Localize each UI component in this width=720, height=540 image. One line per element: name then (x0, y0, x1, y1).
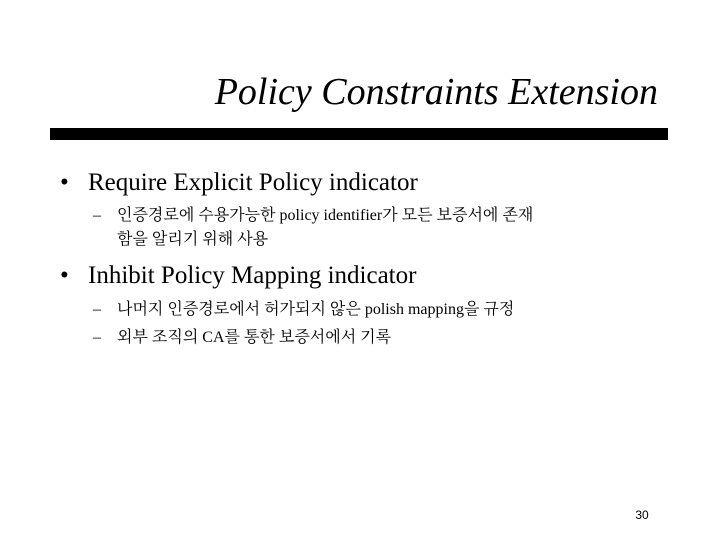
subitem-marker: – (93, 329, 101, 346)
subitem-inhibit-policy-mapping-rule (93, 298, 514, 322)
subitem-text: 나머지 인증경로에서 허가되지 않은 polish mapping을 규정 (117, 301, 515, 318)
bullet-text: Inhibit Policy Mapping indicator (88, 262, 417, 289)
slide-title: Policy Constraints Extension (214, 71, 658, 113)
title-underline-bar (50, 128, 668, 140)
subitem-marker: – (93, 301, 101, 318)
bullet-marker: • (60, 169, 69, 196)
subitem-text: 외부 조직의 CA를 통한 보증서에서 기록 (117, 329, 392, 346)
bullet-marker: • (60, 262, 69, 289)
subitem-text-line-2: 함을 알리기 위해 사용 (117, 231, 269, 248)
subitem-text-line-1: 인증경로에 수용가능한 policy identifier가 모든 보증서에 존재 (117, 207, 534, 224)
bullet-inhibit-policy-mapping (60, 261, 416, 291)
subitem-marker: – (93, 207, 101, 224)
bullet-require-explicit-policy (60, 168, 418, 198)
subitem-inhibit-policy-mapping-record (93, 326, 391, 350)
page-number: 30 (635, 508, 649, 522)
bullet-text: Require Explicit Policy indicator (88, 169, 418, 196)
subitem-require-explicit-policy-description (93, 204, 533, 252)
